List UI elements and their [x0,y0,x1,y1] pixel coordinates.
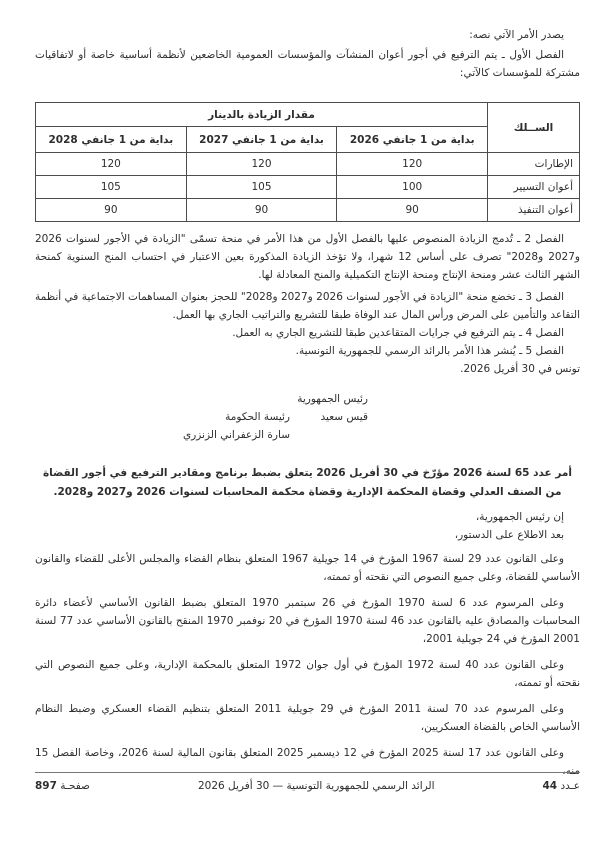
article-2: الفصل 2 ـ تُدمج الزيادة المنصوص عليها بالفصل الأول من هذا الأمر في منحة تسمّى "الزيادة في الأجور لسنوات 2026 و2027 و2028" تصرف على أساس 12 شهرا، ولا تؤخذ الزيادة المذكورة بعين الاعتبار في احتساب المنح السنوية كمنحة الشهر الثالث عشر ومنحة الإنتاج ومنحة الإنتاج التكميلية والمنح المعادلة لها. [35,233,580,281]
page-label: صفحـة [60,780,90,792]
page-footer [35,772,580,792]
visa-paragraph: وعلى القانون عدد 29 لسنة 1967 المؤرخ في 14 جويلية 1967 المتعلق بنظام القضاء والمجلس الأعلى للقضاء والقانون الأساسي للقضاة، وعلى جميع النصوص التي نقحته أو تممته، [35,553,580,583]
col-header-2028: بداية من 1 جانفي 2028 [36,127,187,153]
value-cell: 120 [36,153,187,176]
dateline: تونس في 30 أفريل 2026. [460,363,580,375]
corps-cell: أعوان التنفيذ [488,199,580,222]
corps-column-header: الســلك [488,103,580,153]
visa-paragraph: وعلى المرسوم عدد 6 لسنة 1970 المؤرخ في 26 سبتمبر 1970 المتعلق بضبط القانون الأساسي لأعضاء دائرة المحاسبات والمصادق عليه بالقانون عدد 46 لسنة 1970 المؤرخ في 20 نوفمبر 1970 المنقح بالقانون الأساسي عدد 77 لسنة 2001 المؤرخ في 24 جويلية 2001، [35,597,581,645]
table-header [36,103,580,153]
col-header-2026: بداية من 1 جانفي 2026 [337,127,488,153]
article-5: الفصل 5 ـ يُنشر هذا الأمر بالرائد الرسمي للجمهورية التونسية. [295,345,564,357]
value-cell: 120 [186,153,337,176]
value-cell: 90 [36,199,187,222]
value-cell: 105 [186,176,337,199]
salary-increase-table [35,102,580,222]
article-4: الفصل 4 ـ يتم الترفيع في جرايات المتقاعدين طبقا للتشريع الجاري به العمل. [232,327,564,339]
col-header-2027: بداية من 1 جانفي 2027 [186,127,337,153]
table-row [36,199,580,222]
value-cell: 120 [337,153,488,176]
value-cell: 100 [337,176,488,199]
amount-header: مقدار الزيادة بالدينار [36,103,488,127]
pm-title: رئيسة الحكومة [225,411,290,423]
value-cell: 90 [337,199,488,222]
value-cell: 90 [186,199,337,222]
corps-cell: أعوان التسيير [488,176,580,199]
decree-65-title: أمر عدد 65 لسنة 2026 مؤرّخ في 30 أفريل 2026 يتعلق بضبط برنامج ومقادير الترفيع في أجور القضاة من الصنف العدلي وقضاة المحكمة الإدارية وقضاة محكمة المحاسبات لسنوات 2026 و2027 و2028. [42,467,573,498]
prime-minister-signature [153,408,290,444]
article-1: الفصل الأول ـ يتم الترفيع في أجور أعوان المنشآت والمؤسسات العمومية الخاضعين لأنظمة أساسية خاصة أو لاتفاقيات مشتركة للمؤسسات كالآتي: [35,49,580,79]
visa-paragraph: وعلى القانون عدد 17 لسنة 2025 المؤرخ في 12 ديسمبر 2025 المتعلق بقانون المالية لسنة 2026، وخاصة الفصل 15 منه، [35,747,580,777]
constitution-line: بعد الاطلاع على الدستور، [454,529,564,541]
issue-number: 44 [542,780,558,792]
visa-paragraph: وعلى المرسوم عدد 70 لسنة 2011 المؤرخ في 29 جويلية 2011 المتعلق بتنظيم القضاء العسكري وضبط النظام الأساسي الخاص بالقضاة العسكريين، [35,703,580,733]
table-row [36,153,580,176]
president-name: قيس سعيد [320,411,368,423]
page-number-label [35,780,90,792]
decree-opening: إن رئيس الجمهورية، [475,511,564,523]
article-3: الفصل 3 ـ تخضع منحة "الزيادة في الأجور لسنوات 2026 و2027 و2028" للحجز بعنوان المساهمات الاجتماعية في أنظمة التقاعد والتأمين على المرض ورأس المال عند الوفاة طبقا للتشريع والتراتيب الجاري بها العمل. [35,291,580,321]
value-cell: 105 [36,176,187,199]
corps-cell: الإطارات [488,153,580,176]
decree-intro-line: يصدر الأمر الآتي نصه: [469,29,564,41]
issue-number-label [543,780,581,792]
president-title: رئيس الجمهورية [297,393,368,405]
footer-journal-title: الرائد الرسمي للجمهورية التونسية — 30 أفريل 2026 [197,780,435,792]
table-row [36,176,580,199]
pm-name: سارة الزعفراني الزنزري [182,429,290,441]
table-header-row [36,103,580,127]
visa-paragraph: وعلى القانون عدد 40 لسنة 1972 المؤرخ في أول جوان 1972 المتعلق بالمحكمة الإدارية، وعلى جميع النصوص التي نقحته أو تممته، [35,659,580,689]
issue-label: عـدد [560,780,580,792]
page-number: 897 [35,780,57,792]
signature-block [35,390,580,454]
